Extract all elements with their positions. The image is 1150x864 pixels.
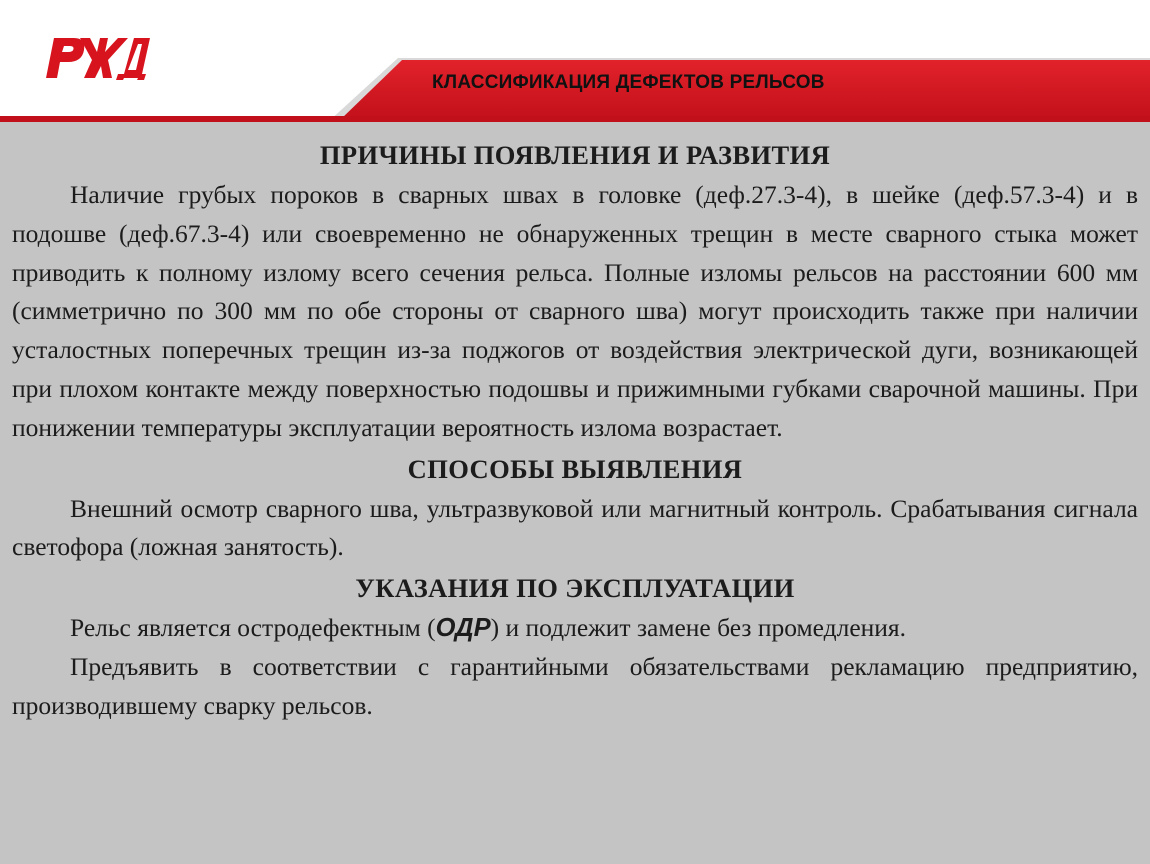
causes-paragraph: Наличие грубых пороков в сварных швах в головке (деф.27.3-4), в шейке (деф.57.3-4) и в подошве (деф.67.3-4) или своевременно не обнаруженных трещин в месте сварного стыка может приводить к полному излому всего сечения рельса. Полные изломы рельсов на расстоянии 600 мм (симметрично по 300 мм по обе стороны от сварного шва) могут происходить также при наличии усталостных поперечных трещин из-за поджогов от воздействия электрической дуги, возникающей при плохом контакте между поверхностью подошвы и прижимными губками сварочной машины. При понижении температуры эксплуатации вероятность излома возрастает. — [12, 180, 1138, 442]
instructions-p1-before: Рельс является остродефектным ( — [70, 613, 436, 643]
detection-paragraph: Внешний осмотр сварного шва, ультразвуковой или магнитный контроль. Срабатывания сигнала светофора (ложная занятость). — [12, 493, 1138, 562]
rzd-logo — [40, 34, 152, 80]
slide-title: КЛАССИФИКАЦИЯ ДЕФЕКТОВ РЕЛЬСОВ — [432, 72, 825, 93]
instructions-p1-after: ) и подлежит замене без промедления. — [490, 613, 907, 643]
instructions-paragraph-2: Предъявить в соответствии с гарантийными обязательствами рекламацию предприятию, производившему сварку рельсов. — [12, 651, 1138, 720]
header-red-band — [0, 0, 1150, 122]
instructions-paragraph-1 — [12, 609, 1138, 648]
odr-abbreviation: ОДР — [435, 614, 491, 643]
causes-heading: ПРИЧИНЫ ПОЯВЛЕНИЯ И РАЗВИТИЯ — [319, 140, 831, 170]
instructions-heading: УКАЗАНИЯ ПО ЭКСПЛУАТАЦИИ — [355, 573, 795, 604]
slide-content — [12, 134, 1138, 726]
slide-header — [0, 0, 1150, 122]
detection-heading: СПОСОБЫ ВЫЯВЛЕНИЯ — [407, 453, 743, 484]
